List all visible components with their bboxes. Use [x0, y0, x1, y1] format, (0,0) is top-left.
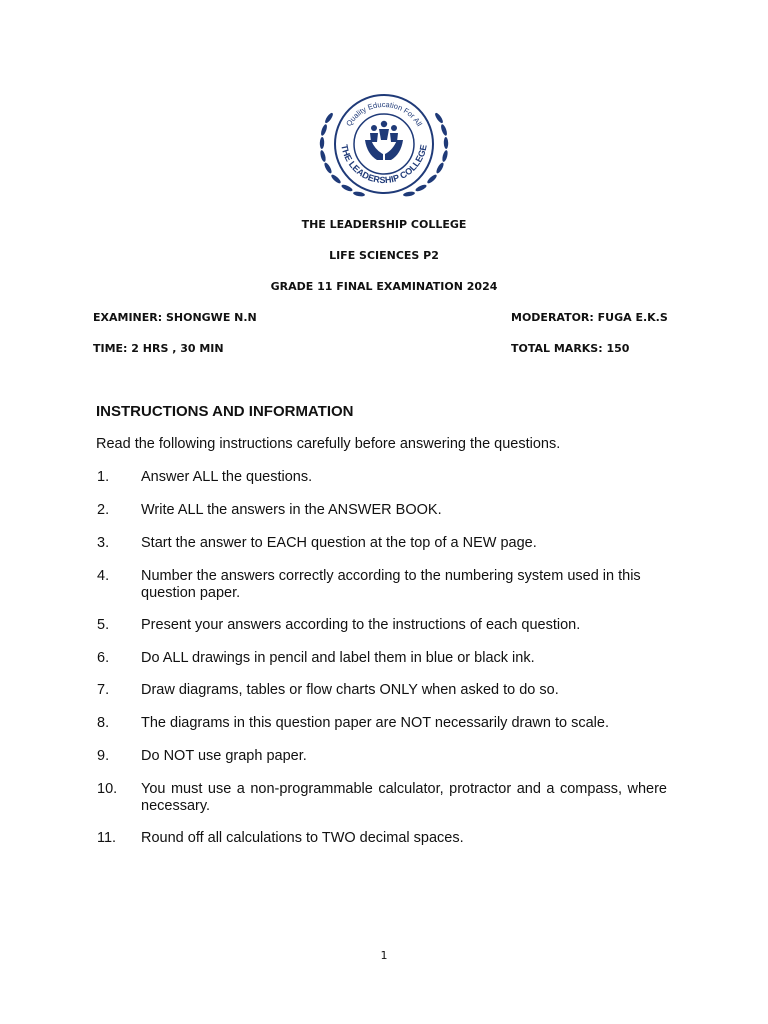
college-logo: [315, 88, 453, 204]
subject-title: LIFE SCIENCES P2: [329, 249, 439, 262]
instruction-text: Do NOT use graph paper.: [141, 748, 307, 764]
instruction-number: 8.: [97, 715, 110, 731]
people-icon: [370, 121, 398, 142]
instruction-text: Answer ALL the questions.: [141, 469, 313, 485]
instruction-item: [97, 748, 667, 765]
hands-icon: [365, 140, 403, 160]
instruction-item: [97, 830, 667, 847]
exam-title: GRADE 11 FINAL EXAMINATION 2024: [270, 280, 498, 293]
moderator-label: MODERATOR: FUGA E.K.S: [511, 311, 668, 324]
instruction-text: Present your answers according to the instructions of each question.: [141, 617, 581, 633]
instruction-item: [97, 781, 667, 814]
examiner-label: EXAMINER: SHONGWE N.N: [93, 311, 257, 324]
instruction-number: 9.: [97, 748, 110, 764]
instruction-text: The diagrams in this question paper are NOT necessarily drawn to scale.: [141, 715, 609, 731]
instruction-number: 4.: [97, 568, 110, 584]
time-label: TIME: 2 HRS , 30 MIN: [93, 342, 224, 355]
instruction-number: 5.: [97, 617, 110, 633]
instruction-item: [97, 502, 667, 519]
instructions-heading: INSTRUCTIONS AND INFORMATION: [96, 403, 354, 420]
instruction-item: [97, 568, 667, 601]
instruction-text: Write ALL the answers in the ANSWER BOOK.: [141, 502, 442, 518]
svg-text:THE LEADERSHIP COLLEGE: THE LEADERSHIP COLLEGE: [339, 143, 429, 186]
instruction-text: Do ALL drawings in pencil and label them in blue or black ink.: [141, 650, 535, 666]
instruction-item: [97, 535, 667, 552]
page-number: 1: [380, 949, 388, 962]
instruction-text: Round off all calculations to TWO decimal spaces.: [141, 830, 464, 846]
instruction-number: 10.: [97, 781, 118, 797]
instruction-number: 3.: [97, 535, 110, 551]
instruction-item: [97, 682, 667, 699]
instruction-text: Draw diagrams, tables or flow charts ONLY when asked to do so.: [141, 682, 559, 698]
instruction-item: [97, 469, 667, 486]
total-marks-label: TOTAL MARKS: 150: [511, 342, 630, 355]
instruction-text: You must use a non-programmable calculator, protractor and a compass, where necessary.: [141, 781, 667, 814]
instruction-number: 7.: [97, 682, 110, 698]
instruction-item: [97, 715, 667, 732]
instruction-item: [97, 650, 667, 667]
instruction-number: 11.: [97, 830, 117, 846]
svg-text:Quality Education For All: Quality Education For All: [344, 99, 424, 128]
instruction-text: Number the answers correctly according to the numbering system used in this question paper.: [141, 568, 641, 601]
school-name: THE LEADERSHIP COLLEGE: [301, 218, 467, 231]
instruction-number: 2.: [97, 502, 110, 518]
instruction-item: [97, 617, 667, 634]
instructions-intro: Read the following instructions carefully before answering the questions.: [96, 436, 561, 452]
instruction-number: 6.: [97, 650, 110, 666]
instruction-number: 1.: [97, 469, 110, 485]
instruction-text: Start the answer to EACH question at the top of a NEW page.: [141, 535, 537, 551]
